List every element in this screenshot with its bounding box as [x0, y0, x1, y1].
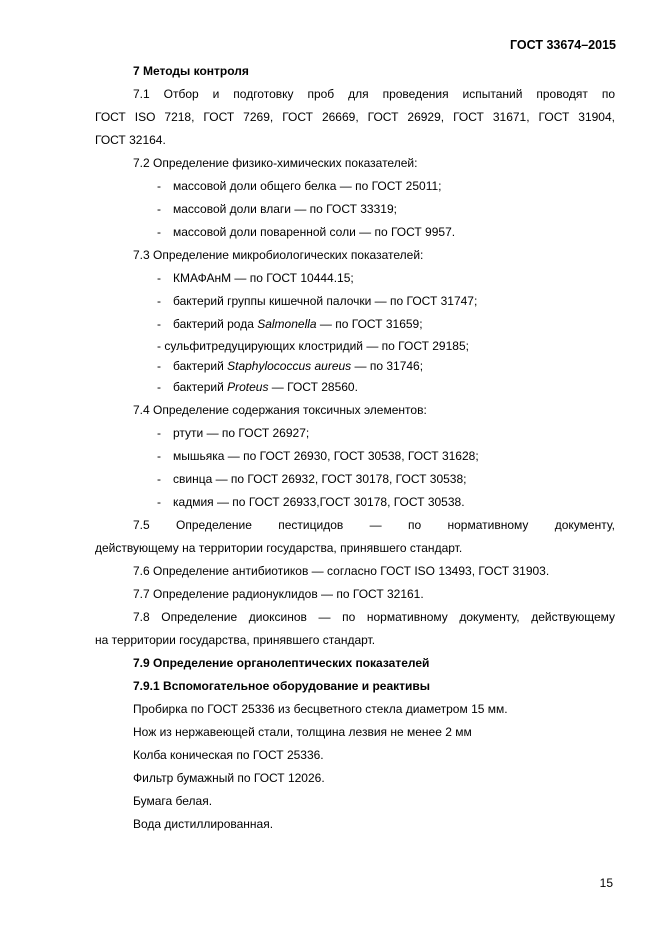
list-item: - массовой доли поваренной соли — по ГОСТ 9957. — [95, 221, 615, 244]
paragraph-7-3: 7.3 Определение микробиологических показателей: — [133, 248, 424, 262]
subsection-7-9-1-title: 7.9.1 Вспомогательное оборудование и реактивы — [133, 679, 431, 693]
list-dash: - — [157, 225, 161, 239]
paragraph-7-6: 7.6 Определение антибиотиков — согласно ГОСТ ISO 13493, ГОСТ 31903. — [133, 564, 550, 578]
list-item: - ртути — по ГОСТ 26927; — [95, 422, 615, 445]
list-item: - массовой доли влаги — по ГОСТ 33319; — [95, 198, 615, 221]
list-item: - сульфитредуцирующих клостридий — по ГОСТ 29185; — [157, 339, 469, 353]
equipment-item: Фильтр бумажный по ГОСТ 12026. — [133, 771, 325, 785]
list-dash: - — [157, 472, 161, 486]
document-code-header: ГОСТ 33674–2015 — [510, 38, 616, 52]
list-dash: - — [157, 426, 161, 440]
list-dash: - — [157, 317, 161, 331]
paragraph-7-8-line-1: 7.8 Определение диоксинов — по нормативному документу, действующему — [133, 610, 615, 624]
list-item: - КМАФАнМ — по ГОСТ 10444.15; — [95, 267, 615, 290]
list-dash: - — [157, 179, 161, 193]
list-item: - бактерий Proteus — ГОСТ 28560. — [95, 376, 615, 399]
equipment-item: Бумага белая. — [133, 794, 213, 808]
list-dash: - — [157, 202, 161, 216]
equipment-item: Колба коническая по ГОСТ 25336. — [133, 748, 324, 762]
list-dash: - — [157, 271, 161, 285]
equipment-item: Нож из нержавеющей стали, толщина лезвия не менее 2 мм — [133, 725, 472, 739]
list-item: - кадмия — по ГОСТ 26933,ГОСТ 30178, ГОСТ 30538. — [95, 491, 615, 514]
list-dash: - — [157, 294, 161, 308]
subsection-7-9-title: 7.9 Определение органолептических показателей — [133, 656, 430, 670]
paragraph-7-1-line-2: ГОСТ ISO 7218, ГОСТ 7269, ГОСТ 26669, ГОСТ 26929, ГОСТ 31671, ГОСТ 31904, — [95, 110, 615, 124]
list-dash: - — [157, 380, 161, 394]
equipment-item: Вода дистиллированная. — [133, 817, 274, 831]
list-item: - мышьяка — по ГОСТ 26930, ГОСТ 30538, ГОСТ 31628; — [95, 445, 615, 468]
list-dash: - — [157, 359, 161, 373]
list-item: - бактерий рода Salmonella — по ГОСТ 31659; — [95, 313, 615, 336]
page-number: 15 — [599, 876, 613, 890]
paragraph-7-8-line-2: на территории государства, принявшего стандарт. — [95, 633, 376, 647]
page-content — [95, 60, 615, 836]
paragraph-7-7: 7.7 Определение радионуклидов — по ГОСТ 32161. — [133, 587, 424, 601]
paragraph-7-1-line-3: ГОСТ 32164. — [95, 133, 166, 147]
paragraph-7-2: 7.2 Определение физико-химических показателей: — [133, 156, 418, 170]
equipment-item: Пробирка по ГОСТ 25336 из бесцветного стекла диаметром 15 мм. — [133, 702, 508, 716]
list-dash: - — [157, 449, 161, 463]
list-item: - свинца — по ГОСТ 26932, ГОСТ 30178, ГОСТ 30538; — [95, 468, 615, 491]
list-dash: - — [157, 495, 161, 509]
paragraph-7-4: 7.4 Определение содержания токсичных элементов: — [133, 403, 427, 417]
list-item: - бактерий группы кишечной палочки — по ГОСТ 31747; — [95, 290, 615, 313]
list-item: - бактерий Staphylococcus aureus — по 31746; — [95, 356, 615, 376]
paragraph-7-1-line-1: 7.1 Отбор и подготовку проб для проведения испытаний проводят по — [133, 87, 615, 101]
section-title: 7 Методы контроля — [133, 64, 249, 78]
paragraph-7-5-line-2: действующему на территории государства, принявшего стандарт. — [95, 541, 463, 555]
list-item: - массовой доли общего белка — по ГОСТ 25011; — [95, 175, 615, 198]
paragraph-7-5-line-1: 7.5 Определение пестицидов — по нормативному документу, — [133, 518, 615, 532]
